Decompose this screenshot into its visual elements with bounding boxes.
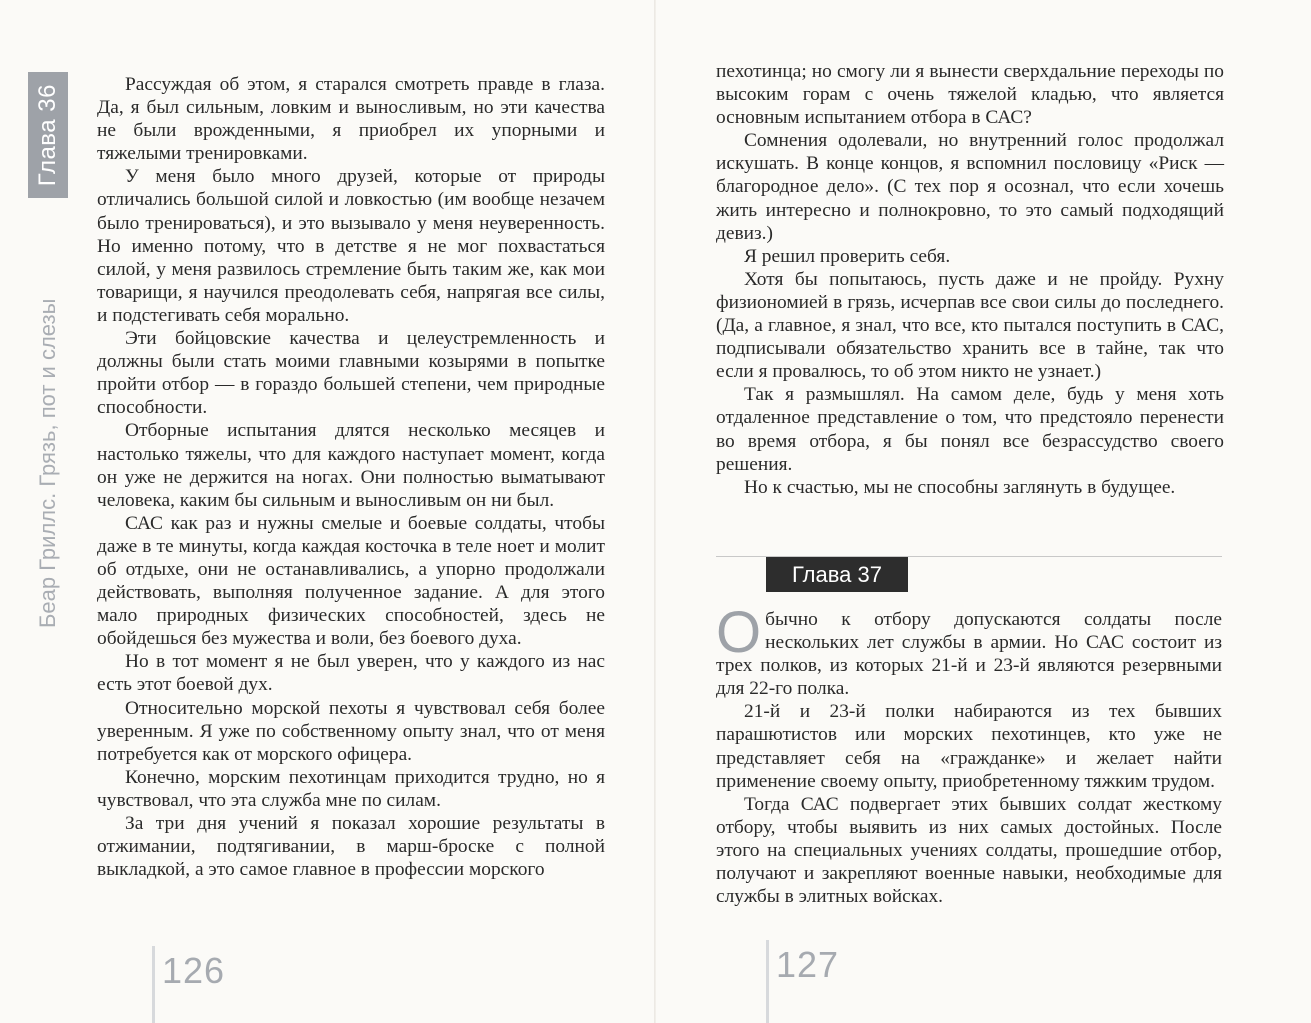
chapter-first-text: бычно к отбору допускаются солдаты после нескольких лет службы в армии. Но САС состоит из трех полков, из которых 21-й и 23-й являются резервными для 22-го полка. — [716, 609, 1222, 700]
right-page-text — [716, 60, 1224, 499]
paragraph: Рассуждая об этом, я старался смотреть правде в глаза. Да, я был сильным, ловким и выносливым, но эти качества не были врожденными, я приобрел их упорными и тяжелыми тренировками. — [97, 74, 605, 165]
paragraph: За три дня учений я показал хорошие результаты в отжимании, подтягивании, в марш-броске с полной выкладкой, а это самое главное в профессии морского — [97, 813, 605, 881]
running-header-chapter: Глава 36 — [28, 72, 68, 198]
chapter-heading: Глава 37 — [766, 557, 908, 592]
page-number: 127 — [776, 944, 840, 985]
chapter-text — [716, 600, 1222, 908]
paragraph: Хотя бы попытаюсь, пусть даже и не пройду. Рухну физиономией в грязь, исчерпав все свои силы до последнего. (Да, а главное, я знал, что все, кто пытался поступить в САС, подписывали обязательство хранить все в тайне, так что если я провалюсь, то об этом никто не узнает.) — [716, 268, 1224, 383]
paragraph: Конечно, морским пехотинцам приходится трудно, но я чувствовал, что эта служба мне по силам. — [97, 766, 605, 811]
paragraph: Отборные испытания длятся несколько месяцев и настолько тяжелы, что для каждого наступает момент, когда он уже не держится на ногах. Они полностью выматывают человека, каким бы сильным и выносливым он ни был. — [97, 420, 605, 511]
paragraph: 21-й и 23-й полки набираются из тех бывших парашютистов или морских пехотинцев, кто уже не представляет себя на «гражданке» и желает найти применение своему опыту, приобретенному тяжким трудом. — [716, 701, 1222, 792]
page-number-bar — [152, 946, 155, 1023]
paragraph: Сомнения одолевали, но внутренний голос продолжал искушать. В конце концов, я вспомнил пословицу «Риск — благородное дело». (С тех пор я осознал, что если хочешь жить интересно и полнокровно, то это самый подходящий девиз.) — [716, 130, 1224, 244]
paragraph: Я решил проверить себя. — [744, 245, 951, 267]
page-number-bar — [766, 940, 769, 1023]
drop-cap: О — [716, 600, 762, 665]
paragraph: Но в тот момент я не был уверен, что у каждого из нас есть этот боевой дух. — [97, 651, 605, 696]
running-header-title: Беар Гриллс. Грязь, пот и слезы — [35, 298, 60, 628]
paragraph: Относительно морской пехоты я чувствовал себя более уверенным. Я уже по собственному опыту знал, что от меня потребуется как от морского офицера. — [97, 697, 605, 765]
left-page-text — [97, 73, 605, 881]
paragraph: Тогда САС подвергает этих бывших солдат жесткому отбору, чтобы выявить из них самых достойных. После этого на специальных учениях солдаты, прошедшие отбор, получают и закрепляют военные навыки, необходимые для службы в элитных войсках. — [716, 793, 1222, 908]
paragraph: У меня было много друзей, которые от природы отличались большой силой и ловкостью (им вообще незачем было тренироваться), и это вызывало у меня неуверенность. Но именно потому, что в детстве я не мог похвастаться силой, у меня развилось стремление быть таким же, как мои товарищи, я научился преодолевать себя, напрягая все силы, и подстегивать себя морально. — [97, 166, 605, 326]
running-header — [26, 72, 70, 632]
paragraph: Эти бойцовские качества и целеустремленность и должны были стать моими главными козырями в попытке пройти отбор — в гораздо большей степени, чем природные способности. — [97, 328, 605, 419]
paragraph: Но к счастью, мы не способны заглянуть в будущее. — [744, 476, 1176, 498]
paragraph: Так я размышлял. На самом деле, будь у меня хоть отдаленное представление о том, что предстояло перенести во время отбора, я бы понял все безрассудство своего решения. — [716, 384, 1224, 475]
paragraph-continuation: пехотинца; но смогу ли я вынести сверхдальние переходы по высоким горам с очень тяжелой кладью, что является основным испытанием отбора в САС? — [716, 61, 1224, 129]
running-header-inner — [26, 72, 70, 632]
left-page — [0, 0, 655, 1023]
paragraph: САС как раз и нужны смелые и боевые солдаты, чтобы даже в те минуты, когда каждая косточка в теле ноет и молит об отдыхе, они не останавливались, а упорно продолжали действовать, выполняя полученное задание. А для этого мало природных физических способностей, здесь не обойдешься без мужества и воли, без боевого духа. — [97, 512, 605, 650]
chapter-first-paragraph — [716, 600, 1222, 700]
page-number: 126 — [162, 950, 226, 991]
